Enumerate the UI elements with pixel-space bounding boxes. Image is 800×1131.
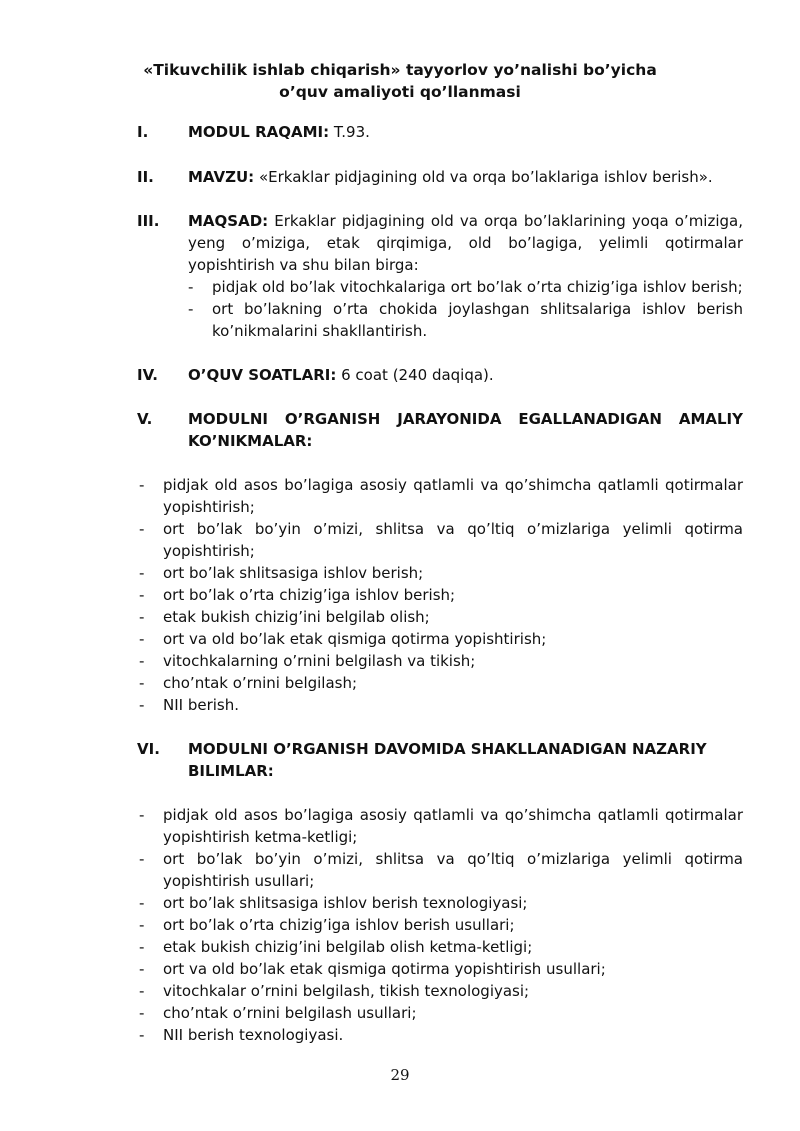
section-label: O’QUV SOATLARI: bbox=[188, 366, 337, 384]
section-numeral: III. bbox=[137, 212, 160, 230]
document-title bbox=[0, 59, 800, 103]
list-item: - ort bo’lak shlitsasiga ishlov berish texnologiyasi; bbox=[139, 894, 528, 912]
title-line-2: o’quv amaliyoti qo’llanmasi bbox=[279, 83, 521, 101]
section-label: MAQSAD: bbox=[188, 212, 269, 230]
page-number: 29 bbox=[390, 1066, 410, 1084]
section-text: Erkaklar pidjagining old va orqa bo’laklarining yoqa o’miziga, yeng o’miziga, etak qirqimiga, old bo’lagiga, yelimli qotirmalar yopishtirish va shu bilan birga: bbox=[188, 212, 743, 274]
list-item: - ort va old bo’lak etak qismiga qotirma yopishtirish; bbox=[139, 630, 547, 648]
section-text: T.93. bbox=[329, 123, 370, 141]
list-item: - ort bo’lakning o’rta chokida joylashgan shlitsalariga ishlov berish ko’nikmalarini shakllantirish. bbox=[188, 300, 743, 340]
list-item: - vitochkalarning o’rnini belgilash va tikish; bbox=[139, 652, 476, 670]
list-item: - cho’ntak o’rnini belgilash usullari; bbox=[139, 1004, 417, 1022]
list-item: - etak bukish chizig’ini belgilab olish ketma-ketligi; bbox=[139, 938, 533, 956]
list-item: - ort bo’lak shlitsasiga ishlov berish; bbox=[139, 564, 424, 582]
bullet-dash: - bbox=[188, 300, 194, 318]
section-numeral: II. bbox=[137, 168, 154, 186]
section-numeral: IV. bbox=[137, 366, 158, 384]
goal-sub-list bbox=[188, 276, 743, 342]
list-item: - ort va old bo’lak etak qismiga qotirma yopishtirish usullari; bbox=[139, 960, 606, 978]
bullet-dash: - bbox=[188, 278, 194, 296]
title-line-1: «Tikuvchilik ishlab chiqarish» tayyorlov yo’nalishi bo’yicha bbox=[143, 61, 657, 79]
list-item: - pidjak old bo’lak vitochkalariga ort bo’lak o’rta chizig’iga ishlov berish; bbox=[188, 278, 743, 296]
section-goal bbox=[137, 210, 743, 342]
section-study-hours bbox=[137, 364, 743, 386]
theoretical-knowledge-list bbox=[137, 804, 743, 1046]
list-item: - NII berish texnologiyasi. bbox=[139, 1026, 344, 1044]
list-item: - ort bo’lak bo’yin o’mizi, shlitsa va qo’ltiq o’mizlariga yelimli qotirma yopishtirish; bbox=[139, 520, 743, 560]
section-topic bbox=[137, 166, 743, 188]
list-item: - ort bo’lak o’rta chizig’iga ishlov berish; bbox=[139, 586, 456, 604]
section-numeral: I. bbox=[137, 123, 149, 141]
list-item: - vitochkalar o’rnini belgilash, tikish texnologiyasi; bbox=[139, 982, 530, 1000]
section-text: «Erkaklar pidjagining old va orqa bo’laklariga ishlov berish». bbox=[254, 168, 713, 186]
practical-skills-list bbox=[137, 474, 743, 716]
list-item: - ort bo’lak o’rta chizig’iga ishlov berish usullari; bbox=[139, 916, 515, 934]
section-label: MAVZU: bbox=[188, 168, 255, 186]
list-item: - pidjak old asos bo’lagiga asosiy qatlamli va qo’shimcha qatlamli qotirmalar yopishtirish; bbox=[139, 476, 743, 516]
section-numeral: VI. bbox=[137, 740, 160, 758]
list-item: - etak bukish chizig’ini belgilab olish; bbox=[139, 608, 430, 626]
section-text: 6 coat (240 daqiqa). bbox=[336, 366, 494, 384]
section-theoretical-knowledge bbox=[137, 738, 743, 782]
list-item: - ort bo’lak bo’yin o’mizi, shlitsa va qo’ltiq o’mizlariga yelimli qotirma yopishtirish usullari; bbox=[139, 850, 743, 890]
section-numeral: V. bbox=[137, 410, 153, 428]
section-label: MODUL RAQAMI: bbox=[188, 123, 330, 141]
section-label: MODULNI O’RGANISH DAVOMIDA SHAKLLANADIGAN NAZARIY BILIMLAR: bbox=[188, 740, 707, 780]
section-label: MODULNI O’RGANISH JARAYONIDA EGALLANADIGAN AMALIY KO’NIKMALAR: bbox=[188, 410, 743, 450]
list-item: - cho’ntak o’rnini belgilash; bbox=[139, 674, 358, 692]
section-practical-skills bbox=[137, 408, 743, 452]
section-module-number bbox=[137, 121, 743, 143]
list-item: - pidjak old asos bo’lagiga asosiy qatlamli va qo’shimcha qatlamli qotirmalar yopishtirish ketma-ketligi; bbox=[139, 806, 743, 846]
list-item: - NII berish. bbox=[139, 696, 240, 714]
